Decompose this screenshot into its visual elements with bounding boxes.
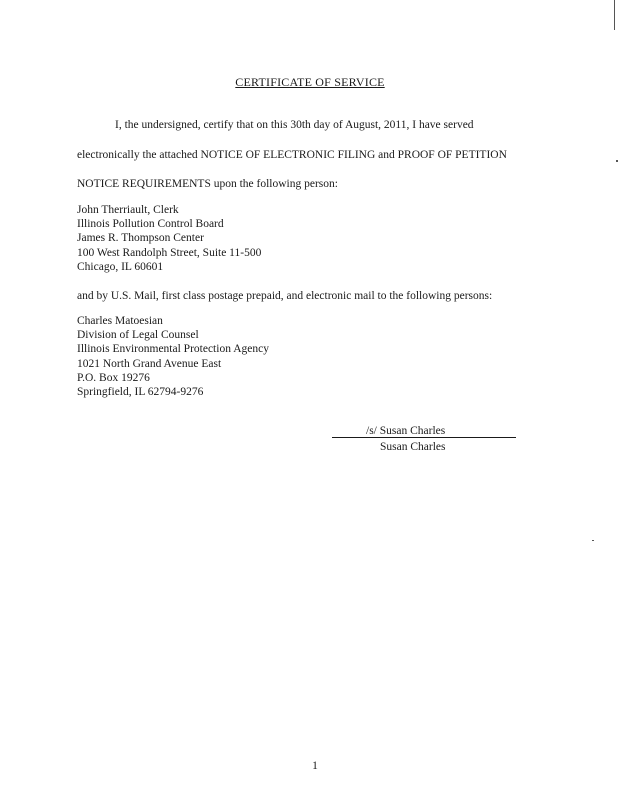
document-title: CERTIFICATE OF SERVICE [235,75,385,89]
address-line: Chicago, IL 60601 [77,260,164,273]
address-line: Springfield, IL 62794-9276 [77,386,204,399]
address-line: 100 West Randolph Street, Suite 11-500 [77,246,262,259]
scan-speck [592,540,594,541]
signature-line [332,437,516,438]
address-line: Illinois Pollution Control Board [77,218,224,231]
second-paragraph: and by U.S. Mail, first class postage prepaid, and electronic mail to the following persons: [77,290,493,302]
signature-signed: /s/ Susan Charles [366,425,446,437]
address-line: Division of Legal Counsel [77,329,199,342]
second-recipient-address [77,314,269,399]
scan-edge-mark [614,0,615,30]
page-number: 1 [312,760,318,772]
address-line: John Therriault, Clerk [77,204,179,216]
address-line: James R. Thompson Center [77,232,204,245]
paragraph-line-3: NOTICE REQUIREMENTS upon the following person: [77,178,338,190]
first-recipient-address [77,203,261,274]
address-line: P.O. Box 19276 [77,371,150,384]
address-line: 1021 North Grand Avenue East [77,357,222,370]
signature-name: Susan Charles [380,441,446,453]
paragraph-line-1: I, the undersigned, certify that on this 30th day of August, 2011, I have served [115,119,474,131]
address-line: Illinois Environmental Protection Agency [77,343,269,356]
scan-speck [616,160,618,162]
paragraph-line-2: electronically the attached NOTICE OF ELECTRONIC FILING and PROOF OF PETITION [77,149,507,161]
address-line: Charles Matoesian [77,315,163,327]
